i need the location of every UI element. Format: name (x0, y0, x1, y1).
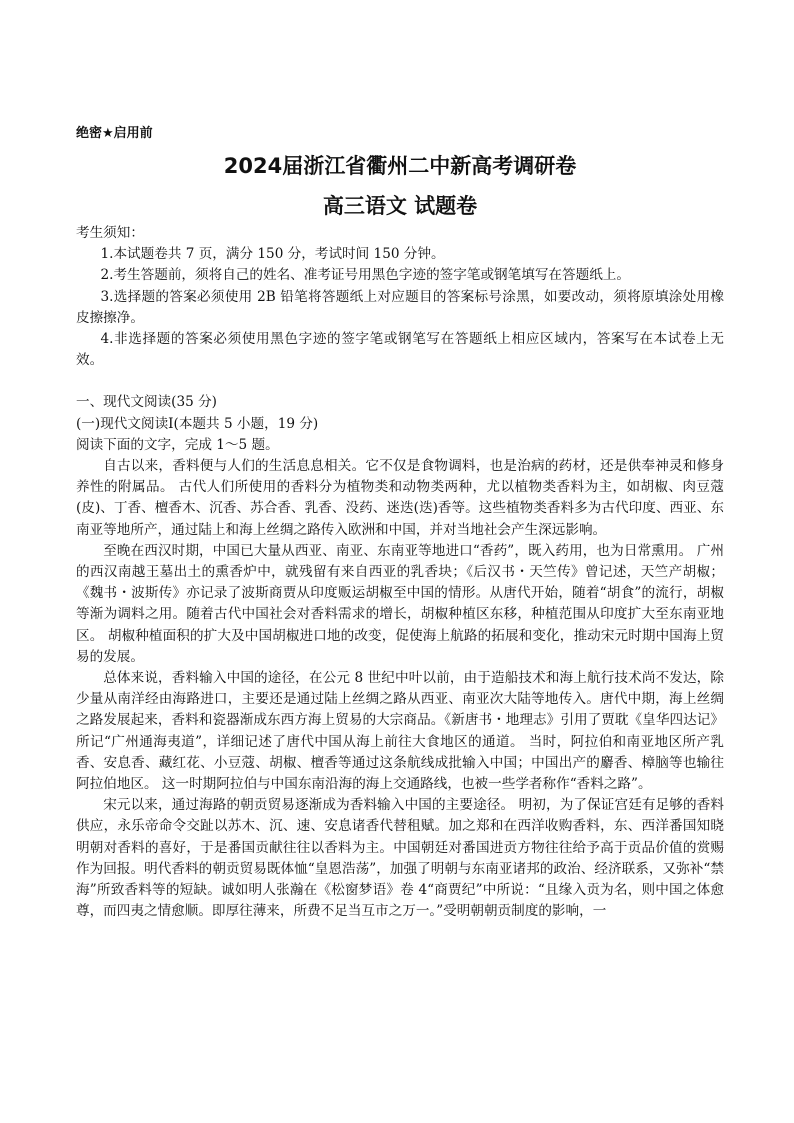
reading-instruction: 阅读下面的文字，完成 1～5 题。 (76, 436, 279, 453)
passage-paragraph: 至晚在西汉时期，中国已大量从西亚、南亚、东南亚等地进口“香药”，既入药用，也为日常熏用。 广州的西汉南越王墓出土的熏香炉中，就残留有来自西亚的乳香块；《后汉书・天竺传》曾记述，天竺产胡椒；《魏书・波斯传》亦记录了波斯商贾从印度贩运胡椒至中国的情形。从唐代开始，随着“胡食”的流行，胡椒等渐为调料之用。随着古代中国社会对香料需求的增长，胡椒种植区东移，种植范围从印度扩大至东南亚地区。 胡椒种植面积的扩大及中国胡椒进口地的改变，促使海上航路的拓展和变化，推动宋元时期中国海上贸易的发展。 (76, 542, 724, 665)
notice-heading: 考生须知： (76, 225, 144, 241)
section-heading: 一、现代文阅读(35 分) (76, 394, 217, 411)
exam-body (76, 223, 724, 923)
notice-item: 3.选择题的答案必须使用 2B 铅笔将答题纸上对应题目的答案标号涂黑，如要改动，须将原填涂处用橡皮擦擦净。 (76, 288, 724, 326)
notice-item: 2.考生答题前，须将自己的姓名、准考证号用黑色字迹的签字笔或钢笔填写在答题纸上。 (100, 267, 630, 284)
notice-item: 4.非选择题的答案必须使用黑色字迹的签字笔或钢笔写在答题纸上相应区域内，答案写在本试卷上无效。 (76, 331, 724, 369)
confidential-label: 绝密★启用前 (76, 126, 153, 141)
exam-subtitle: 高三语文 试题卷 (322, 194, 478, 218)
passage-paragraph: 宋元以来，通过海路的朝贡贸易逐渐成为香料输入中国的主要途径。 明初，为了保证宫廷有足够的香料供应，永乐帝命令交趾以苏木、沉、速、安息诸香代替租赋。加之郑和在西洋收购香料，东、西洋番国知晓明朝对香料的喜好，于是番国贡献往往以香料为主。中国朝廷对番国进贡方物往往给予高于贡品价值的赏赐作为回报。明代香料的朝贡贸易既体恤“皇恩浩荡”，加强了明朝与东南亚诸邦的政治、经济联系，又弥补“禁海”所致香料等的短缺。诚如明人张瀚在《松窗梦语》卷 4“商贾纪”中所说：“且缘入贡为名，则中国之体愈尊，而四夷之情愈顺。即厚往薄来，所费不足当互市之万一。”受明朝朝贡制度的影响，一 (76, 797, 724, 920)
passage-paragraph: 总体来说，香料输入中国的途径，在公元 8 世纪中叶以前，由于造船技术和海上航行技术尚不发达，除少量从南洋经由海路进口，主要还是通过陆上丝绸之路从西亚、南亚次大陆等地传入。唐代中期，海上丝绸之路发展起来，香料和瓷器渐成东西方海上贸易的大宗商品。《新唐书・地理志》引用了贾耽《皇华四达记》所记“广州通海夷道”，详细记述了唐代中国从海上前往大食地区的通道。 当时，阿拉伯和南亚地区所产乳香、安息香、藏红花、小豆蔻、胡椒、檀香等通过这条航线成批输入中国；中国出产的麝香、樟脑等也输往阿拉伯地区。 这一时期阿拉伯与中国东南沿海的海上交通路线，也被一些学者称作“香料之路”。 (76, 670, 724, 793)
notice-item: 1.本试题卷共 7 页，满分 150 分，考试时间 150 分钟。 (100, 246, 445, 263)
exam-title: 2024届浙江省衢州二中新高考调研卷 (223, 154, 577, 178)
section-spacer (76, 371, 724, 392)
section-subheading: (一)现代文阅读Ⅰ(本题共 5 小题，19 分) (76, 415, 319, 432)
passage-paragraph: 自古以来，香料便与人们的生活息息相关。它不仅是食物调料，也是治病的药材，还是供奉神灵和修身养性的附属品。 古代人们所使用的香料分为植物类和动物类两种，尤以植物类香料为主，如胡椒、肉豆蔻(皮)、丁香、檀香木、沉香、苏合香、乳香、没药、迷迭(迭)香等。这些植物类香料多为古代印度、西亚、东南亚等地所产，通过陆上和海上丝绸之路传入欧洲和中国，并对当地社会产生深远影响。 (76, 458, 724, 538)
